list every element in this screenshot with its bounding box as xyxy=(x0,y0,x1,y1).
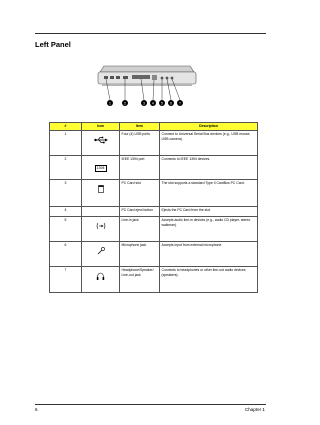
line-in-icon xyxy=(96,222,106,230)
page-title: Left Panel xyxy=(35,40,71,49)
row-item: PC Card slot xyxy=(120,180,160,207)
table-row xyxy=(50,131,258,156)
row-item: PC Card eject button xyxy=(120,207,160,217)
table-row xyxy=(50,267,258,293)
row-description: Connects to IEEE 1394 devices. xyxy=(160,156,258,180)
table-header-row xyxy=(50,123,258,131)
header-icon: Icon xyxy=(82,123,120,131)
row-item: IEEE 1394 port xyxy=(120,156,160,180)
row-description: Connects to headphones or other line-out audio devices (speakers). xyxy=(160,267,258,293)
row-number: 5 xyxy=(50,217,82,242)
pc-card-icon xyxy=(98,185,104,193)
table-row xyxy=(50,207,258,217)
usb-icon xyxy=(94,136,108,144)
headphones-icon xyxy=(96,272,105,281)
ieee1394-icon: 1394 xyxy=(96,166,105,170)
callout-markers xyxy=(107,100,183,106)
table-row xyxy=(50,156,258,180)
row-item: Microphone jack xyxy=(120,242,160,267)
row-description: Accepts audio line-in devices (e.g., audio CD player, stereo walkman). xyxy=(160,217,258,242)
chapter-label: Chapter 1 xyxy=(244,407,265,412)
table-row xyxy=(50,180,258,207)
top-rule xyxy=(35,33,266,34)
callout-2: 2 xyxy=(124,101,126,106)
row-number: 1 xyxy=(50,131,82,156)
left-panel-spec-table xyxy=(49,122,258,293)
row-description: Connect to Universal Serial Bus devices (e.g., USB mouse, USB camera). xyxy=(160,131,258,156)
callout-1: 1 xyxy=(109,101,111,106)
empty-icon-cell xyxy=(82,207,120,217)
header-num: # xyxy=(50,123,82,131)
microphone-icon xyxy=(97,247,105,255)
laptop-left-panel-figure xyxy=(92,62,202,108)
row-number: 7 xyxy=(50,267,82,293)
row-number: 4 xyxy=(50,207,82,217)
table-row xyxy=(50,217,258,242)
callout-5: 5 xyxy=(161,101,163,106)
row-item: Four (4) USB ports xyxy=(120,131,160,156)
laptop-body xyxy=(98,66,196,86)
row-number: 2 xyxy=(50,156,82,180)
page-number: 6 xyxy=(35,407,38,412)
row-number: 6 xyxy=(50,242,82,267)
row-description: The slot supports a standard Type II CardBus PC Card. xyxy=(160,180,258,207)
row-item: Line-in jack xyxy=(120,217,160,242)
row-item: Headphone/Speaker/ Line-out jack xyxy=(120,267,160,293)
row-description: Ejects the PC Card from the slot. xyxy=(160,207,258,217)
table-row xyxy=(50,242,258,267)
row-description: Accepts input from external microphone. xyxy=(160,242,258,267)
callout-7: 7 xyxy=(179,101,181,106)
callout-3: 3 xyxy=(143,101,145,106)
footer-rule xyxy=(35,404,266,405)
callout-6: 6 xyxy=(170,101,172,106)
header-description: Description xyxy=(160,123,258,131)
row-number: 3 xyxy=(50,180,82,207)
header-item: Item xyxy=(120,123,160,131)
callout-4: 4 xyxy=(152,101,154,106)
